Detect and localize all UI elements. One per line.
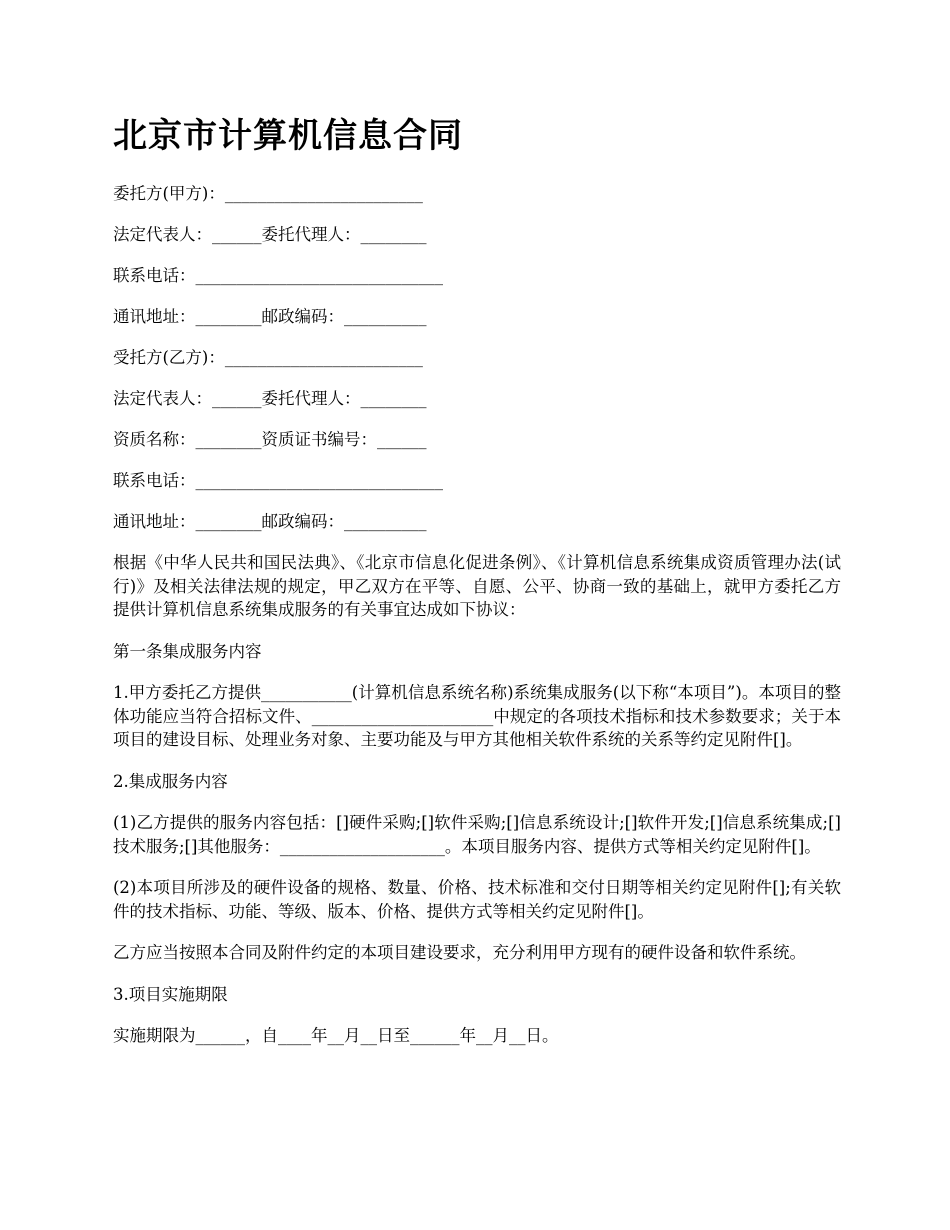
preamble-paragraph: 根据《中华人民共和国民法典》、《北京市信息化促进条例》、《计算机信息系统集成资质管理办法(试行)》及相关法律法规的规定，甲乙双方在平等、自愿、公平、协商一致的基础上，就甲方委托乙方提供计算机信息系统集成服务的有关事宜达成如下协议： [113,553,841,619]
clause-1-paragraph: 1.甲方委托乙方提供___________(计算机信息系统名称)系统集成服务(以下称“本项目”)。本项目的整体功能应当符合招标文件、______________________中规定的各项技术指标和技术参数要求；关于本项目的建设目标、处理业务对象、主要功能及与甲方其他相关软件系统的关系等约定见附件[]。 [113,683,841,749]
clause-2-3-paragraph: 乙方应当按照本合同及附件约定的本项目建设要求，充分利用甲方现有的硬件设备和软件系统。 [113,943,806,962]
party-b-phone-line: 联系电话：______________________________ [113,471,443,490]
document-page [113,112,841,1066]
party-a-representative-line: 法定代表人：______委托代理人：________ [113,225,427,244]
clause-3-paragraph: 实施期限为______，自____年__月__日至______年__月__日。 [113,1026,559,1045]
clause-2-2-paragraph: (2)本项目所涉及的硬件设备的规格、数量、价格、技术标准和交付日期等相关约定见附件[];有关软件的技术指标、功能、等级、版本、价格、提供方式等相关约定见附件[]。 [113,878,841,921]
party-b-name-line: 受托方(乙方)：________________________ [113,348,423,367]
clause-3-heading: 3.项目实施期限 [113,984,228,1004]
party-a-address-line: 通讯地址：________邮政编码：__________ [113,307,427,326]
party-a-name-line: 委托方(甲方)：________________________ [113,184,423,203]
clause-2-1-paragraph: (1)乙方提供的服务内容包括：[]硬件采购;[]软件采购;[]信息系统设计;[]软件开发;[]信息系统集成;[]技术服务;[]其他服务：____________________。本项目服务内容、提供方式等相关约定见附件[]。 [113,813,841,856]
article-1-heading: 第一条集成服务内容 [113,641,262,661]
party-b-representative-line: 法定代表人：______委托代理人：________ [113,389,427,408]
party-b-qualification-line: 资质名称：________资质证书编号：______ [113,430,427,449]
party-a-phone-line: 联系电话：______________________________ [113,266,443,285]
document-title: 北京市计算机信息合同 [113,116,463,156]
clause-2-heading: 2.集成服务内容 [113,771,228,791]
party-b-address-line: 通讯地址：________邮政编码：__________ [113,512,427,531]
